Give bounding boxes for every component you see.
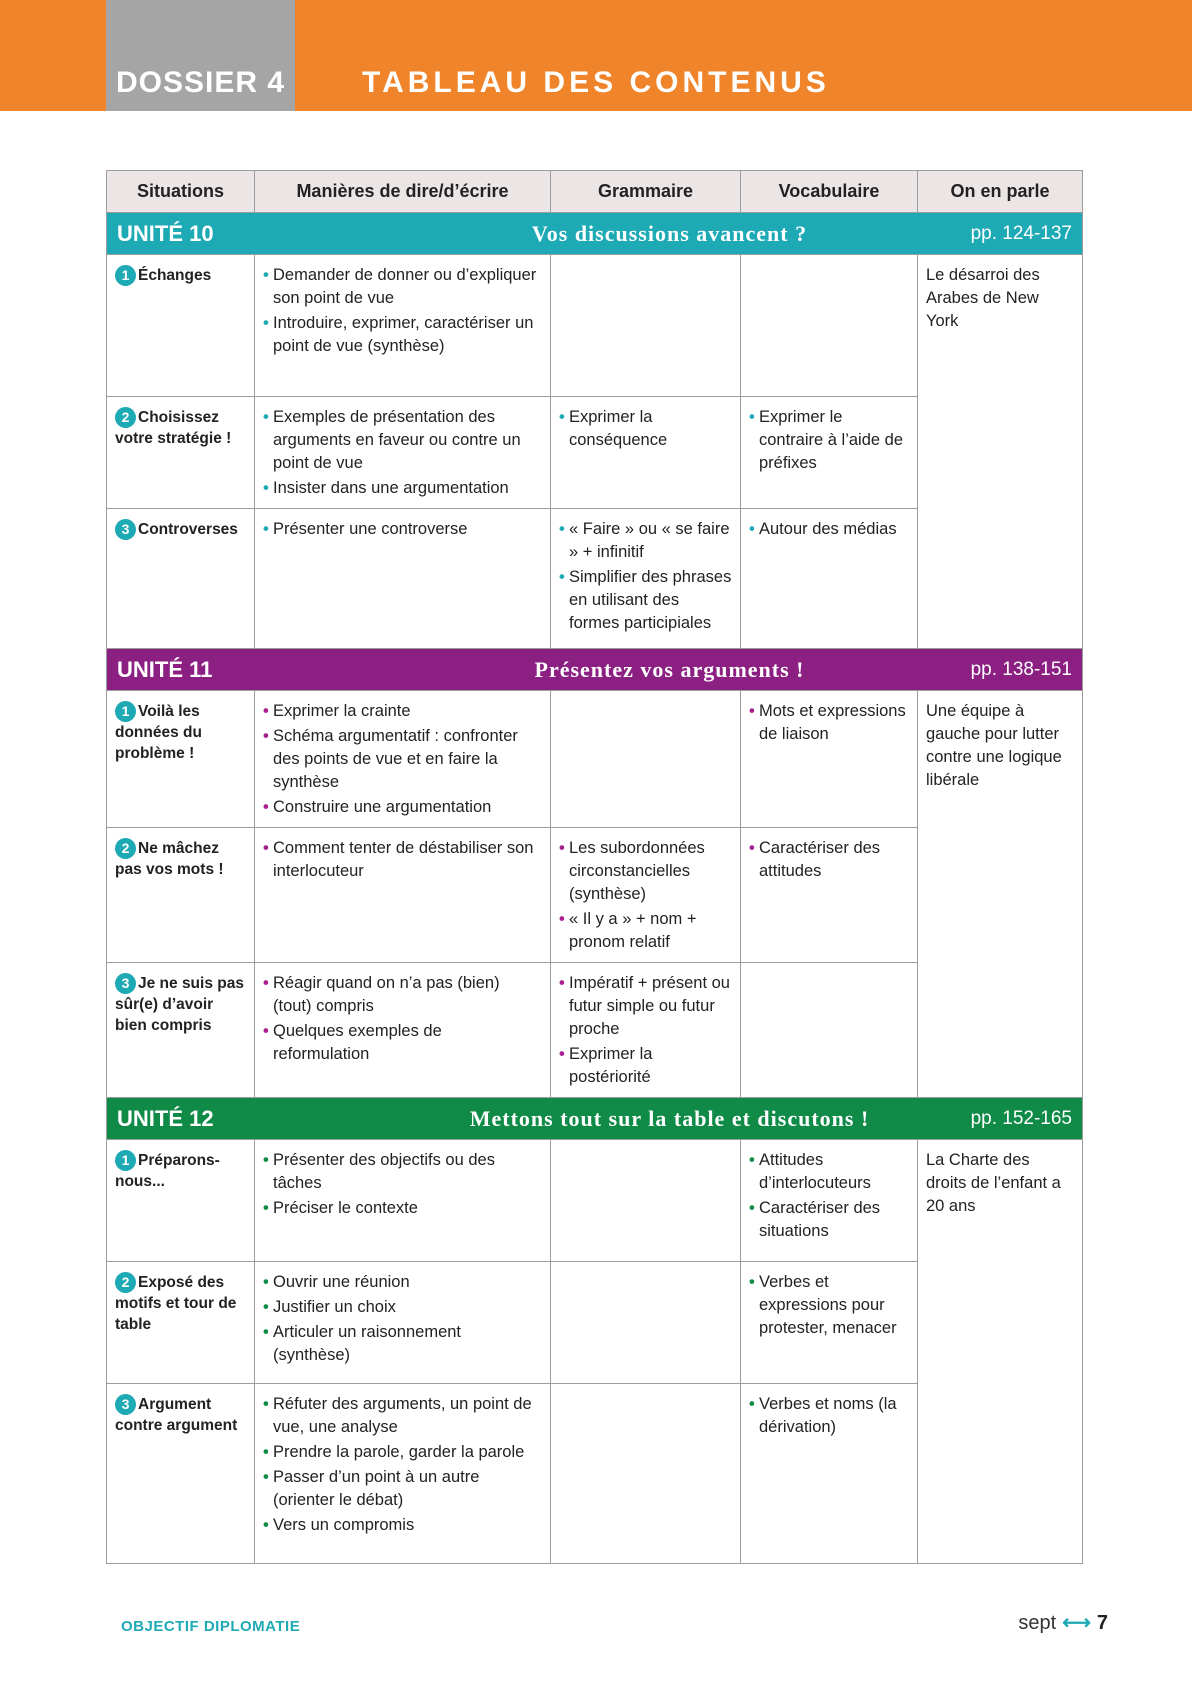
table-row bbox=[107, 691, 1083, 828]
list-item: • Ouvrir une réunion bbox=[263, 1271, 542, 1294]
situation-cell bbox=[107, 1384, 255, 1564]
situation-cell bbox=[107, 509, 255, 649]
grammaire-cell bbox=[551, 1262, 741, 1384]
situation-title: Argument contre argument bbox=[115, 1396, 238, 1434]
manieres-cell bbox=[255, 397, 551, 509]
list-item: • Articuler un raisonnement (synthèse) bbox=[263, 1321, 542, 1367]
list-item: • Simplifier des phrases en utilisant des formes participiales bbox=[559, 566, 732, 635]
unit-pages: pp. 152-165 bbox=[970, 1108, 1072, 1129]
on-en-parle-text: Une équipe à gauche pour lutter contre une logique libérale bbox=[926, 702, 1062, 789]
grammaire-cell bbox=[551, 509, 741, 649]
table-row bbox=[107, 255, 1083, 397]
list-item: • Vers un compromis bbox=[263, 1514, 542, 1537]
vocabulaire-cell bbox=[741, 828, 918, 963]
grammaire-cell bbox=[551, 397, 741, 509]
list-item: • Construire une argumentation bbox=[263, 796, 542, 819]
list-item: • Prendre la parole, garder la parole bbox=[263, 1441, 542, 1464]
arrow-icon: ⟷ bbox=[1062, 1612, 1091, 1634]
situation-cell bbox=[107, 397, 255, 509]
number-badge: 2 bbox=[115, 1272, 136, 1293]
manieres-list bbox=[263, 406, 542, 500]
manieres-list bbox=[263, 837, 542, 883]
unit-title: Mettons tout sur la table et discutons ! bbox=[469, 1106, 870, 1131]
list-item: • Verbes et noms (la dérivation) bbox=[749, 1393, 909, 1439]
situation-title: Controverses bbox=[138, 521, 238, 538]
list-item: • Exemples de présentation des arguments en faveur ou contre un point de vue bbox=[263, 406, 542, 475]
col-header-on-en-parle: On en parle bbox=[918, 171, 1083, 213]
list-item: • Comment tenter de déstabiliser son interlocuteur bbox=[263, 837, 542, 883]
col-header-grammaire: Grammaire bbox=[551, 171, 741, 213]
unit-pages: pp. 138-151 bbox=[970, 659, 1072, 680]
number-badge: 3 bbox=[115, 1394, 136, 1415]
manieres-cell bbox=[255, 509, 551, 649]
manieres-list bbox=[263, 700, 542, 819]
situation-title: Voilà les données du problème ! bbox=[115, 703, 202, 762]
list-item: • Insister dans une argumentation bbox=[263, 477, 542, 500]
col-header-vocabulaire: Vocabulaire bbox=[741, 171, 918, 213]
grammaire-cell bbox=[551, 1140, 741, 1262]
list-item: • Réfuter des arguments, un point de vue, une analyse bbox=[263, 1393, 542, 1439]
unit-label: UNITÉ 11 bbox=[117, 657, 213, 682]
manieres-list bbox=[263, 972, 542, 1066]
list-item: • Verbes et expressions pour protester, menacer bbox=[749, 1271, 909, 1340]
situation-title: Échanges bbox=[138, 267, 212, 284]
manieres-list bbox=[263, 264, 542, 358]
grammaire-list bbox=[559, 972, 732, 1089]
manieres-cell bbox=[255, 1384, 551, 1564]
vocabulaire-list bbox=[749, 1149, 909, 1243]
list-item: • Caractériser des situations bbox=[749, 1197, 909, 1243]
list-item: • Justifier un choix bbox=[263, 1296, 542, 1319]
list-item: • Exprimer la conséquence bbox=[559, 406, 732, 452]
unit-title: Présentez vos arguments ! bbox=[534, 657, 805, 682]
manieres-cell bbox=[255, 963, 551, 1098]
unit-label: UNITÉ 10 bbox=[117, 221, 214, 246]
manieres-list bbox=[263, 518, 542, 541]
vocabulaire-list bbox=[749, 700, 909, 746]
list-item: • Exprimer le contraire à l’aide de préfixes bbox=[749, 406, 909, 475]
number-badge: 3 bbox=[115, 973, 136, 994]
unit-label: UNITÉ 12 bbox=[117, 1106, 214, 1131]
unit-header-11 bbox=[107, 649, 1083, 691]
vocabulaire-list bbox=[749, 518, 909, 541]
situation-cell bbox=[107, 828, 255, 963]
vocabulaire-list bbox=[749, 1393, 909, 1439]
list-item: • Mots et expressions de liaison bbox=[749, 700, 909, 746]
situation-cell bbox=[107, 1262, 255, 1384]
list-item: • Présenter une controverse bbox=[263, 518, 542, 541]
unit-title: Vos discussions avancent ? bbox=[531, 221, 808, 246]
col-header-manieres: Manières de dire/d’écrire bbox=[255, 171, 551, 213]
grammaire-cell bbox=[551, 691, 741, 828]
list-item: • Autour des médias bbox=[749, 518, 909, 541]
list-item: • « Faire » ou « se faire » + infinitif bbox=[559, 518, 732, 564]
list-item: • Réagir quand on n’a pas (bien) (tout) compris bbox=[263, 972, 542, 1018]
list-item: • Schéma argumentatif : confronter des points de vue et en faire la synthèse bbox=[263, 725, 542, 794]
contents-table bbox=[106, 170, 1083, 1564]
footer-page bbox=[1018, 1610, 1108, 1635]
on-en-parle-cell bbox=[918, 255, 1083, 649]
situation-title: Choisissez votre stratégie ! bbox=[115, 409, 232, 447]
vocabulaire-cell bbox=[741, 509, 918, 649]
grammaire-cell bbox=[551, 1384, 741, 1564]
grammaire-cell bbox=[551, 828, 741, 963]
list-item: • Exprimer la crainte bbox=[263, 700, 542, 723]
list-item: • Présenter des objectifs ou des tâches bbox=[263, 1149, 542, 1195]
list-item: • Caractériser des attitudes bbox=[749, 837, 909, 883]
situation-cell bbox=[107, 691, 255, 828]
on-en-parle-text: Le désarroi des Arabes de New York bbox=[926, 266, 1040, 330]
footer-page-word: sept bbox=[1018, 1612, 1057, 1634]
list-item: • Demander de donner ou d’expliquer son point de vue bbox=[263, 264, 542, 310]
grammaire-list bbox=[559, 406, 732, 452]
number-badge: 1 bbox=[115, 1150, 136, 1171]
list-item: • Préciser le contexte bbox=[263, 1197, 542, 1220]
manieres-cell bbox=[255, 1140, 551, 1262]
grammaire-list bbox=[559, 518, 732, 635]
vocabulaire-cell bbox=[741, 1262, 918, 1384]
grammaire-cell bbox=[551, 255, 741, 397]
vocabulaire-cell bbox=[741, 691, 918, 828]
footer-series: OBJECTIF DIPLOMATIE bbox=[121, 1618, 301, 1635]
situation-title: Exposé des motifs et tour de table bbox=[115, 1274, 237, 1333]
manieres-list bbox=[263, 1149, 542, 1220]
vocabulaire-cell bbox=[741, 1384, 918, 1564]
vocabulaire-list bbox=[749, 1271, 909, 1340]
vocabulaire-cell bbox=[741, 397, 918, 509]
page-title: TABLEAU DES CONTENUS bbox=[362, 66, 830, 99]
list-item: • Introduire, exprimer, caractériser un point de vue (synthèse) bbox=[263, 312, 542, 358]
list-item: • « Il y a » + nom + pronom relatif bbox=[559, 908, 732, 954]
situation-cell bbox=[107, 1140, 255, 1262]
vocabulaire-cell bbox=[741, 963, 918, 1098]
grammaire-cell bbox=[551, 963, 741, 1098]
footer-page-number: 7 bbox=[1096, 1612, 1108, 1634]
unit-header-12 bbox=[107, 1098, 1083, 1140]
situation-title: Je ne suis pas sûr(e) d’avoir bien compris bbox=[115, 975, 244, 1034]
list-item: • Exprimer la postériorité bbox=[559, 1043, 732, 1089]
grammaire-list bbox=[559, 837, 732, 954]
list-item: • Passer d’un point à un autre (orienter le débat) bbox=[263, 1466, 542, 1512]
dossier-label: DOSSIER 4 bbox=[116, 66, 286, 99]
table-row bbox=[107, 1140, 1083, 1262]
on-en-parle-text: La Charte des droits de l’enfant a 20 ans bbox=[926, 1151, 1061, 1215]
number-badge: 3 bbox=[115, 519, 136, 540]
header-row bbox=[107, 171, 1083, 213]
situation-cell bbox=[107, 255, 255, 397]
col-header-situations: Situations bbox=[107, 171, 255, 213]
number-badge: 1 bbox=[115, 701, 136, 722]
manieres-list bbox=[263, 1393, 542, 1537]
manieres-cell bbox=[255, 1262, 551, 1384]
situation-title: Ne mâchez pas vos mots ! bbox=[115, 840, 224, 878]
list-item: • Les subordonnées circonstancielles (synthèse) bbox=[559, 837, 732, 906]
situation-cell bbox=[107, 963, 255, 1098]
number-badge: 2 bbox=[115, 407, 136, 428]
vocabulaire-list bbox=[749, 406, 909, 475]
on-en-parle-cell bbox=[918, 691, 1083, 1098]
manieres-cell bbox=[255, 255, 551, 397]
unit-header-10 bbox=[107, 213, 1083, 255]
list-item: • Quelques exemples de reformulation bbox=[263, 1020, 542, 1066]
vocabulaire-cell bbox=[741, 1140, 918, 1262]
manieres-cell bbox=[255, 828, 551, 963]
manieres-cell bbox=[255, 691, 551, 828]
vocabulaire-cell bbox=[741, 255, 918, 397]
on-en-parle-cell bbox=[918, 1140, 1083, 1564]
vocabulaire-list bbox=[749, 837, 909, 883]
unit-pages: pp. 124-137 bbox=[970, 223, 1072, 244]
list-item: • Impératif + présent ou futur simple ou futur proche bbox=[559, 972, 732, 1041]
number-badge: 2 bbox=[115, 838, 136, 859]
situation-title: Préparons-nous... bbox=[115, 1152, 220, 1190]
list-item: • Attitudes d’interlocuteurs bbox=[749, 1149, 909, 1195]
number-badge: 1 bbox=[115, 265, 136, 286]
manieres-list bbox=[263, 1271, 542, 1367]
